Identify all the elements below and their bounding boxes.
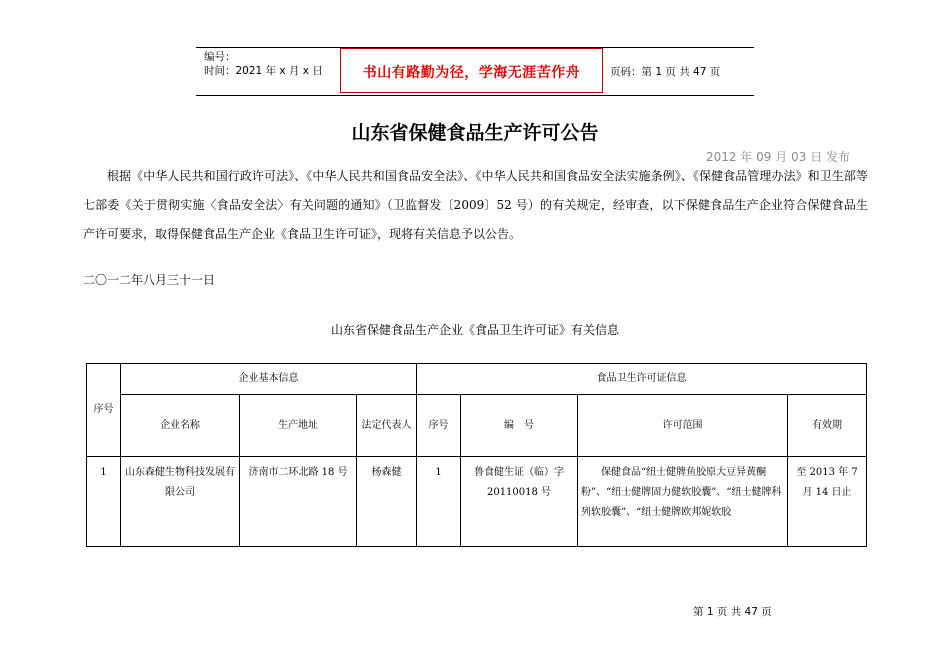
header-page-label: 页码：第 1 页 共 47 页 [610, 66, 721, 78]
table-title: 山东省保健食品生产企业《食品卫生许可证》有关信息 [330, 323, 619, 337]
header-motto: 书山有路勤为径，学海无涯苦作舟 [362, 65, 581, 81]
cell-valid: 至 2013 年 7 月 14 日止 [788, 457, 867, 547]
document-title: 山东省保健食品生产许可公告 [351, 122, 599, 144]
header-group-license: 食品卫生许可证信息 [417, 364, 867, 395]
header-license-seq: 序号 [417, 395, 461, 457]
header-motto-box [340, 48, 603, 93]
header-seq: 序号 [87, 364, 121, 457]
announcement-paragraph: 根据《中华人民共和国行政许可法》、《中华人民共和国食品安全法》、《中华人民共和国食品安全法实施条例》、《保健食品管理办法》和卫生部等七部委《关于贯彻实施〈食品安全法〉有关问题的通知》（卫监督发〔2009〕52 号）的有关规定，经审查，以下保健食品生产企业符合保健食品生产许可要求，取得保健食品生产企业《食品卫生许可证》，现将有关信息予以公告。 [83, 169, 868, 241]
announcement-date: 二〇一二年八月三十一日 [83, 273, 216, 287]
table-row [87, 457, 867, 547]
header-time-label: 时间：2021 年 x 月 x 日 [204, 65, 323, 77]
header-scope: 许可范围 [578, 395, 788, 457]
announcement-body [83, 162, 868, 249]
cell-address: 济南市二环北路 18 号 [240, 457, 357, 547]
license-info-table [86, 363, 867, 547]
header-group-company: 企业基本信息 [121, 364, 417, 395]
cell-seq: 1 [87, 457, 121, 547]
publish-date: 2012 年 09 月 03 日 发布 [706, 150, 850, 164]
cell-license-seq: 1 [417, 457, 461, 547]
header-valid: 有效期 [788, 395, 867, 457]
header-address: 生产地址 [240, 395, 357, 457]
header-meta [204, 50, 323, 78]
header-bottom-rule [196, 95, 754, 96]
cell-legal-rep: 杨森健 [357, 457, 417, 547]
cell-company: 山东森健生物科技发展有限公司 [121, 457, 240, 547]
page-footer: 第 1 页 共 47 页 [693, 606, 772, 618]
header-license-number: 编 号 [461, 395, 578, 457]
page-header [196, 47, 754, 96]
header-number-label: 编号： [204, 51, 236, 63]
header-company-name: 企业名称 [121, 395, 240, 457]
header-legal-rep: 法定代表人 [357, 395, 417, 457]
cell-license-number: 鲁食健生证（临）字20110018 号 [461, 457, 578, 547]
cell-scope: 保健食品“纽士健牌鱼胶原大豆异黄酮粉”、“纽士健牌固力健软胶囊”、“纽士健牌科列软胶囊”、“纽士健牌欧邦妮软胶 [578, 457, 788, 547]
